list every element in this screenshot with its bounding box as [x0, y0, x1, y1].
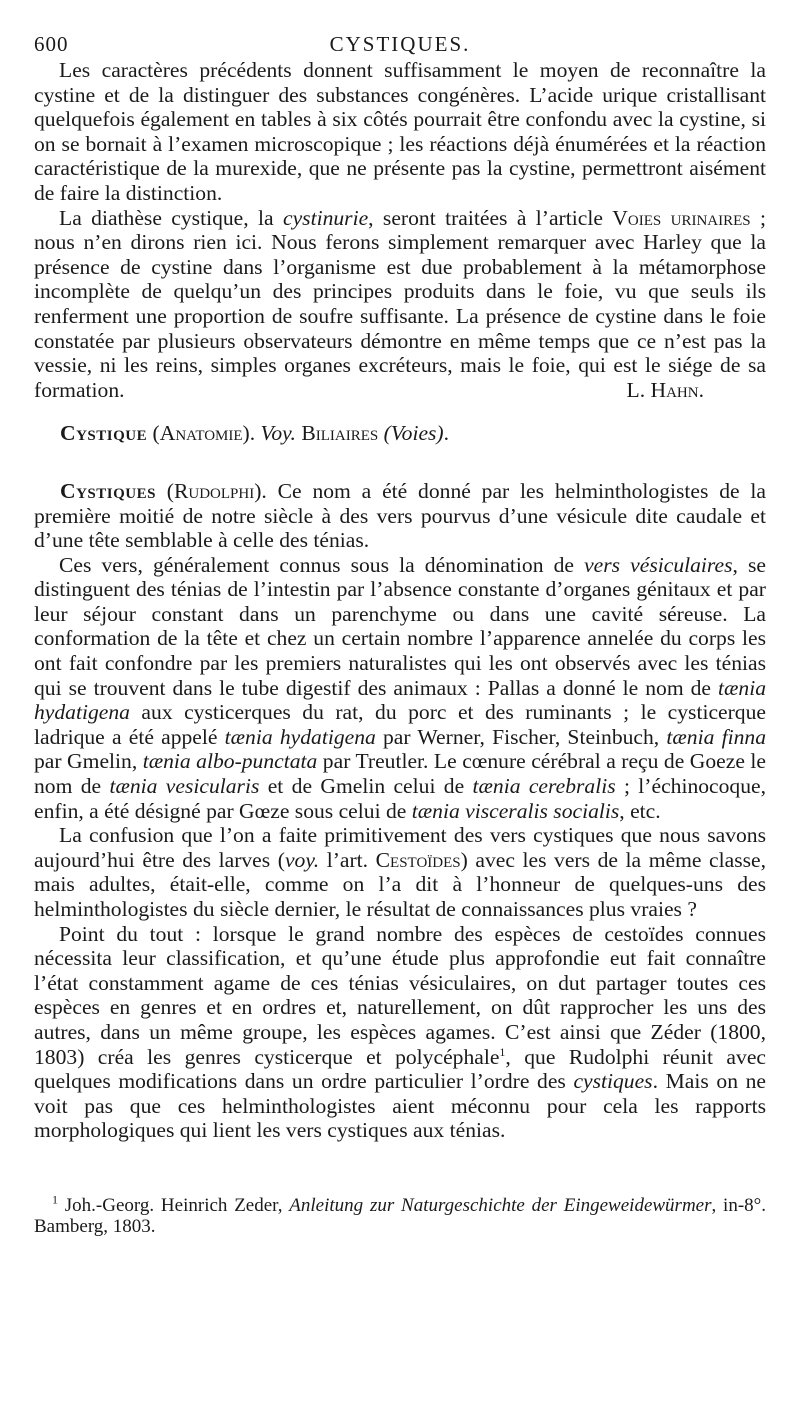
- entry-cystique-anatomie: Cystique (Anatomie). Voy. Biliaires (Voies).: [60, 421, 450, 446]
- footnote: $^1$ Joh.-Georg. Heinrich Zeder, Anleitung zur Naturgeschichte der Eingeweidewürmer, in-8°. Bamberg, 1803.: [34, 1192, 766, 1237]
- cross-reference: Cestoïdes: [375, 847, 461, 872]
- paragraph-confusion: La confusion que l’on a faite primitivement des vers cystiques que nous savons aujourd’hui être des larves (voy. l’art. Cestoïdes) avec les vers de la même classe, mais adultes, était-elle, comme on l’a dit à l’honneur de quelques-uns des helminthologistes du siècle dernier, le résultat de connaissances plus vraies ?: [34, 823, 766, 921]
- footnote-reference: 1: [499, 1044, 506, 1059]
- running-header: [34, 26, 766, 58]
- footnote-mark: 1: [52, 1192, 58, 1207]
- paragraph-cystine-distinction: Les caractères précédents donnent suffisamment le moyen de reconnaître la cystine et de la distinguer des substances congénères. L’acide urique cristallisant quelquefois également en tables à six côtés pourrait être confondu avec la cystine, si on se bornait à l’examen microscopique ; les réactions déjà énumérées et la réaction caractéristique de la murexide, que ne présente pas la cystine, permettront aisément de faire la distinction.: [34, 58, 766, 205]
- document-page: [34, 26, 766, 1237]
- headword: Cystique: [60, 421, 148, 446]
- paragraph-vers-vesiculaires: Ces vers, généralement connus sous la dénomination de vers vésiculaires, se distinguent des ténias de l’intestin par l’absence constante d’organes génitaux et par leur séjour constant dans un parenchyme ou dans une cavité séreuse. La conformation de la tête et chez un certain nombre l’apparence annelée du corps les ont fait confondre par les premiers naturalistes qui les ont observés avec les ténias qui se trouvent dans le tube digestif des animaux : Pallas a donné le nom de tænia hydatigena aux cysticerques du rat, du porc et des ruminants ; le cysticerque ladrique a été appelé tænia hydatigena par Werner, Fischer, Steinbuch, tænia finna par Gmelin, tænia albo-punctata par Treutler. Le cœnure cérébral a reçu de Goeze le nom de tænia vesicularis et de Gmelin celui de tænia cerebralis ; l’échinocoque, enfin, a été désigné par Gœze sous celui de tænia visceralis socialis, etc.: [34, 552, 766, 823]
- page-number: 600: [34, 32, 69, 56]
- cross-reference: Voies urinaires: [612, 205, 751, 230]
- author-signature: L. Hahn.: [626, 377, 704, 402]
- headword: Cystiques: [60, 478, 156, 503]
- cross-reference: Biliaires: [301, 421, 379, 446]
- paragraph-diathese-cystique: La diathèse cystique, la cystinurie, seront traitées à l’article Voies urinaires ; nous n’en dirons rien ici. Nous ferons simplement remarquer avec Harley que la présence de cystine dans l’organisme est due probablement à la métamorphose incomplète de quelqu’un des principes produits dans le foie, vu que seuls ils renferment une proportion de soufre suffisante. La présence de cystine dans le foie constatée par plusieurs observateurs démontre en même temps que ce n’est pas la vessie, ni les reins, simples organes excréteurs, mais le foie, qui est le siége de sa formation. L. Hahn.: [34, 205, 766, 402]
- paragraph-point-du-tout: Point du tout : lorsque le grand nombre des espèces de cestoïdes connues nécessita leur classification, et qu’une étude plus approfondie eut fait connaître l’état constamment agame de ces ténias vésiculaires, on dut partager toutes ces espèces en genres et en ordres et, naturellement, on dût rapprocher les uns des autres, dans un même groupe, les espèces agames. C’est ainsi que Zéder (1800, 1803) créa les genres cysticerque et polycéphale$^1$, que Rudolphi réunit avec quelques modifications dans un ordre particulier l’ordre des cystiques. Mais on ne voit pas que ces helminthologistes aient méconnu pour cela les rapports morphologiques qui lient les vers cystiques aux ténias.: [34, 921, 767, 1143]
- running-title: CYSTIQUES.: [329, 32, 471, 56]
- entry-cystiques-rudolphi: Cystiques (Rudolphi). Ce nom a été donné par les helminthologistes de la première moitié de notre siècle à des vers pourvus d’une vésicule dite caudale et d’une tête semblable à celle des ténias.: [34, 478, 766, 553]
